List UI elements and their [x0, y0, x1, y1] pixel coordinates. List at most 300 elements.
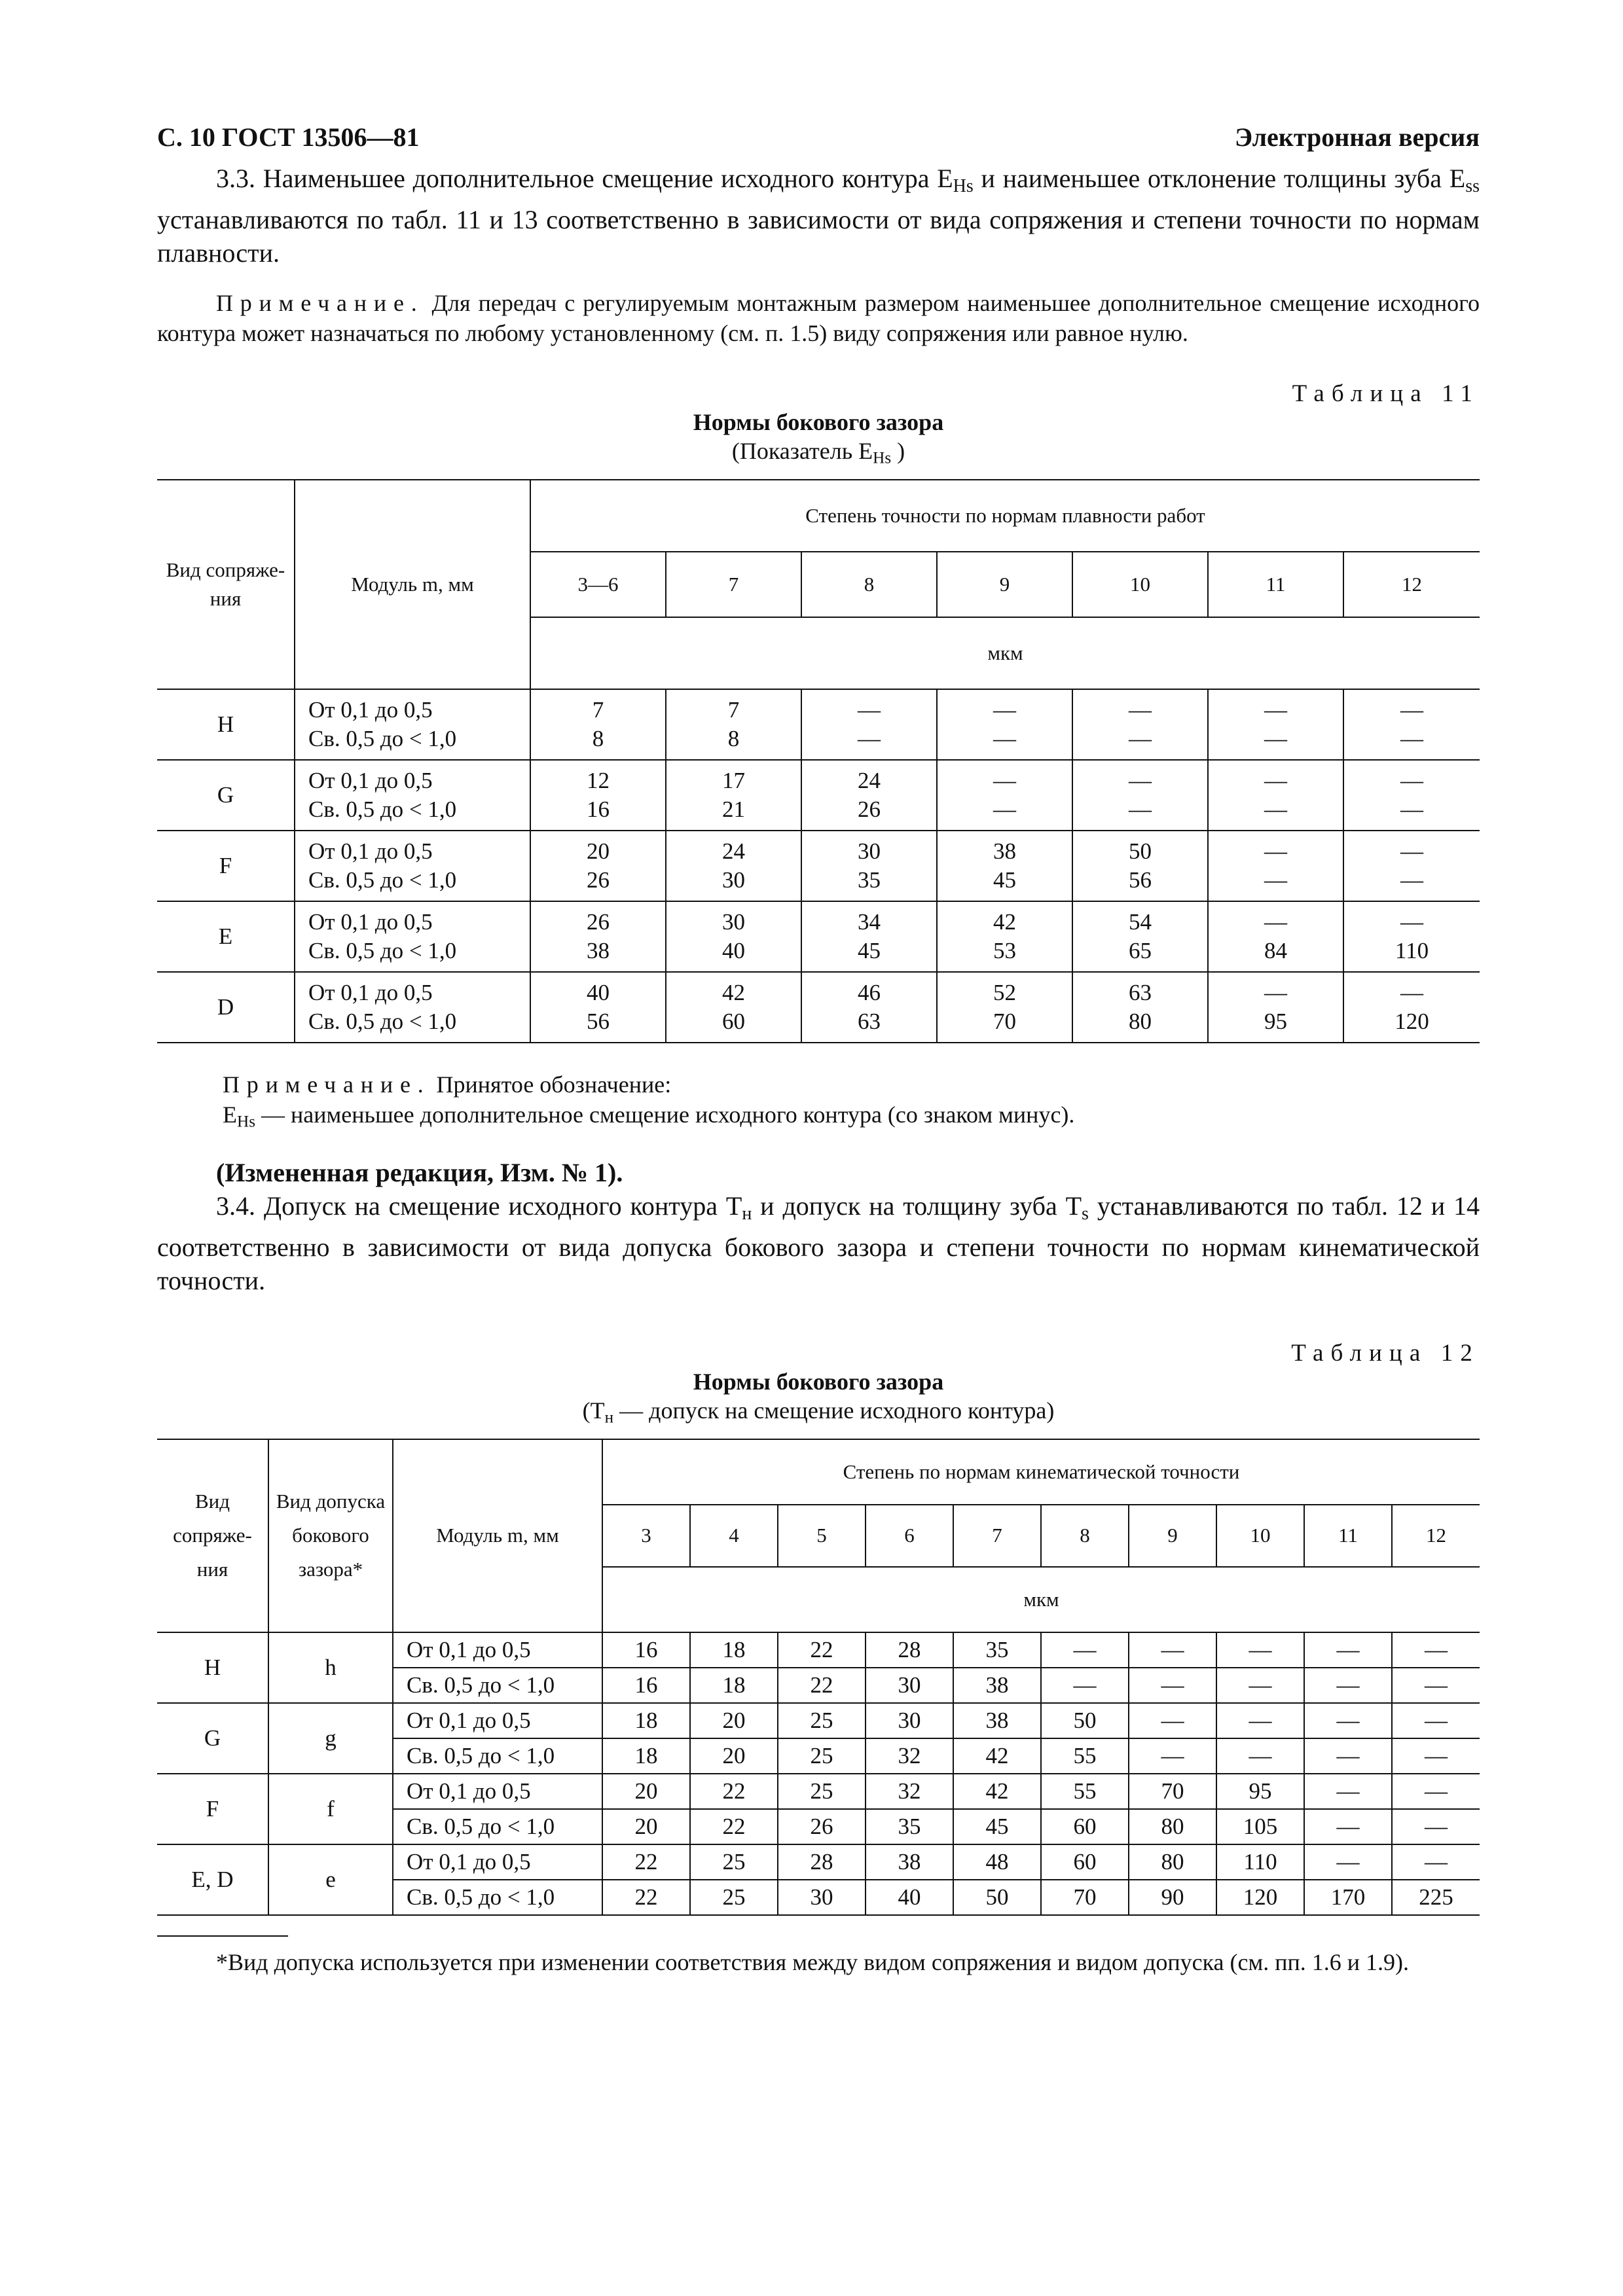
t11-value-cell	[1343, 831, 1480, 901]
t12-value-2: 55	[1041, 1738, 1129, 1774]
note-2-line2	[157, 1100, 1480, 1137]
t11-value-2: —	[1264, 867, 1287, 893]
t12-col-0: 3	[602, 1505, 690, 1567]
t11-row	[157, 901, 1480, 972]
t11-value-cell	[530, 689, 666, 760]
t11-value-cell	[937, 689, 1072, 760]
t12-value-2: 170	[1304, 1880, 1392, 1915]
t11-value-2: 8	[592, 726, 604, 752]
t11-vid-cell: G	[217, 782, 234, 808]
t11-header-modul: Модуль m, мм	[295, 480, 530, 689]
t11-modul-cell	[295, 760, 530, 831]
t12-value-1: 48	[953, 1844, 1041, 1880]
t11-modul-1: От 0,1 до 0,5	[308, 768, 433, 794]
t11-modul-cell	[295, 831, 530, 901]
table-12-subtitle	[157, 1396, 1480, 1432]
t12-value-2: 105	[1216, 1809, 1304, 1844]
t11-value-1: 52	[993, 980, 1016, 1006]
t12-value-2: 30	[866, 1668, 953, 1703]
t11-value-cell	[1208, 901, 1343, 972]
t11-value-cell	[801, 972, 937, 1043]
t11-modul-2: Св. 0,5 до < 1,0	[308, 797, 457, 823]
t11-modul-1: От 0,1 до 0,5	[308, 838, 433, 865]
t11-col-5: 11	[1208, 552, 1343, 617]
t11-header-unit: мкм	[530, 617, 1480, 689]
t11-row	[157, 760, 1480, 831]
t11-value-cell	[937, 972, 1072, 1043]
p34-text-2: и допуск на толщину зуба T	[752, 1191, 1082, 1221]
t11-modul-1: От 0,1 до 0,5	[308, 909, 433, 935]
t11-value-cell	[1072, 901, 1208, 972]
t11-value-2: 120	[1395, 1009, 1429, 1035]
t11-value-2: —	[1400, 867, 1423, 893]
t12-col-6: 9	[1129, 1505, 1216, 1567]
t11-value-1: —	[993, 768, 1016, 794]
t11-value-1: —	[1264, 909, 1287, 935]
t11-modul-cell	[295, 972, 530, 1043]
t11-value-cell	[1072, 972, 1208, 1043]
t12-modul-1: От 0,1 до 0,5	[393, 1703, 602, 1738]
t11-value-cell	[937, 760, 1072, 831]
t11-value-2: 45	[858, 938, 881, 964]
t12-value-1: 20	[602, 1774, 690, 1809]
t11-value-cell	[666, 901, 801, 972]
t11-value-1: 12	[587, 768, 610, 794]
note-2-text: Принятое обозначение:	[430, 1071, 672, 1098]
t12-value-2: 50	[953, 1880, 1041, 1915]
t11-sub-suffix: )	[891, 438, 905, 464]
t12-value-1: —	[1304, 1703, 1392, 1738]
t11-value-1: —	[1129, 768, 1152, 794]
t12-modul-2: Св. 0,5 до < 1,0	[393, 1738, 602, 1774]
t11-row	[157, 689, 1480, 760]
t12-modul-1: От 0,1 до 0,5	[393, 1844, 602, 1880]
t12-dop-cell: e	[268, 1844, 393, 1915]
t12-value-1: —	[1304, 1844, 1392, 1880]
t11-value-1: 46	[858, 980, 881, 1006]
page-header	[157, 121, 1480, 154]
t12-value-1: 80	[1129, 1844, 1216, 1880]
t12-value-1: —	[1392, 1774, 1480, 1809]
t12-value-2: 35	[866, 1809, 953, 1844]
t12-value-1: —	[1392, 1632, 1480, 1668]
t11-value-1: —	[1264, 980, 1287, 1006]
t12-value-1: 35	[953, 1632, 1041, 1668]
t11-value-2: 35	[858, 867, 881, 893]
table-11-subtitle	[157, 437, 1480, 473]
t11-value-2: 63	[858, 1009, 881, 1035]
t11-col-6: 12	[1343, 552, 1480, 617]
t12-value-2: 18	[602, 1738, 690, 1774]
t12-value-2: 25	[690, 1880, 778, 1915]
t12-value-1: 70	[1129, 1774, 1216, 1809]
t12-value-2: 225	[1392, 1880, 1480, 1915]
t12-value-1: 42	[953, 1774, 1041, 1809]
t11-value-2: 65	[1129, 938, 1152, 964]
t12-value-2: 22	[602, 1880, 690, 1915]
t12-value-1: 25	[690, 1844, 778, 1880]
t11-value-2: 70	[993, 1009, 1016, 1035]
t12-value-2: 60	[1041, 1809, 1129, 1844]
t11-value-cell	[1208, 689, 1343, 760]
t11-modul-1: От 0,1 до 0,5	[308, 697, 433, 723]
t12-value-2: 38	[953, 1668, 1041, 1703]
t11-value-2: 45	[993, 867, 1016, 893]
t12-value-1: 25	[778, 1703, 866, 1738]
t11-vid-cell: E	[218, 924, 233, 950]
t12-value-1: —	[1392, 1844, 1480, 1880]
t12-value-2: —	[1392, 1668, 1480, 1703]
t11-value-2: 95	[1264, 1009, 1287, 1035]
t12-modul-1: От 0,1 до 0,5	[393, 1774, 602, 1809]
t11-value-cell	[530, 901, 666, 972]
t12-value-1: —	[1304, 1774, 1392, 1809]
header-right: Электронная версия	[1234, 122, 1480, 152]
t12-value-2: 80	[1129, 1809, 1216, 1844]
t11-value-2: —	[1129, 797, 1152, 823]
t11-value-2: —	[1264, 726, 1287, 752]
t11-value-1: 17	[722, 768, 745, 794]
t11-value-1: 7	[727, 697, 740, 723]
t12-value-1: —	[1216, 1632, 1304, 1668]
t11-modul-2: Св. 0,5 до < 1,0	[308, 867, 457, 893]
t12-value-2: 42	[953, 1738, 1041, 1774]
p34-text-3: устанавливаются по табл. 12 и 14 соответственно в зависимости от вида допуска бокового зазора и степени точности по нормам кинематической точности.	[157, 1191, 1480, 1295]
table-12	[157, 1439, 1480, 1916]
t11-value-1: 20	[587, 838, 610, 865]
t11-vid-cell: F	[219, 853, 232, 879]
t12-value-2: —	[1216, 1738, 1304, 1774]
p33-sub-2: ss	[1465, 176, 1480, 196]
table-11-title: Нормы бокового зазора	[693, 409, 944, 435]
t12-row	[157, 1703, 1480, 1738]
t12-dop-cell: f	[268, 1774, 393, 1844]
t11-value-1: 30	[722, 909, 745, 935]
t11-value-cell	[1343, 760, 1480, 831]
table-12-title: Нормы бокового зазора	[693, 1368, 944, 1395]
t11-value-cell	[666, 972, 801, 1043]
t12-value-1: 18	[690, 1632, 778, 1668]
t11-value-cell	[1343, 901, 1480, 972]
t12-modul-2: Св. 0,5 до < 1,0	[393, 1668, 602, 1703]
t11-value-cell	[801, 689, 937, 760]
t12-value-2: —	[1392, 1738, 1480, 1774]
t11-col-4: 10	[1072, 552, 1208, 617]
t11-value-2: 8	[727, 726, 740, 752]
t12-header-modul: Модуль m, мм	[393, 1439, 602, 1632]
footnote-rule	[157, 1935, 288, 1937]
t12-dop-cell: g	[268, 1703, 393, 1774]
t12-value-2: 22	[690, 1809, 778, 1844]
amendment-note	[157, 1156, 1480, 1189]
t11-value-1: 38	[993, 838, 1016, 865]
p33-text-1: 3.3. Наименьшее дополнительное смещение исходного контура E	[216, 164, 953, 193]
note-2-line2-text: — наименьшее дополнительное смещение исходного контура (со знаком минус).	[255, 1102, 1075, 1128]
t11-value-1: —	[1400, 838, 1423, 865]
t12-value-1: —	[1304, 1632, 1392, 1668]
t11-value-1: —	[993, 697, 1016, 723]
t12-value-1: 22	[690, 1774, 778, 1809]
t11-modul-cell	[295, 689, 530, 760]
t12-value-1: 28	[778, 1844, 866, 1880]
t11-value-cell	[1343, 972, 1480, 1043]
t12-sub-prefix: (T	[582, 1397, 605, 1424]
t12-value-1: —	[1392, 1703, 1480, 1738]
t12-value-1: 110	[1216, 1844, 1304, 1880]
t12-value-2: —	[1304, 1668, 1392, 1703]
t12-value-2: 32	[866, 1738, 953, 1774]
t11-sub-sub: Hs	[873, 449, 892, 467]
t11-value-1: —	[1264, 697, 1287, 723]
t12-vid-cell: G	[157, 1703, 268, 1774]
header-left: С. 10 ГОСТ 13506—81	[157, 122, 420, 152]
t12-header-unit: мкм	[602, 1567, 1480, 1632]
t11-value-2: 60	[722, 1009, 745, 1035]
t11-value-2: 16	[587, 797, 610, 823]
t11-col-1: 7	[666, 552, 801, 617]
t11-value-cell	[801, 901, 937, 972]
t12-modul-1: От 0,1 до 0,5	[393, 1632, 602, 1668]
t12-value-1: 50	[1041, 1703, 1129, 1738]
t11-value-1: 40	[587, 980, 610, 1006]
t12-value-2: 40	[866, 1880, 953, 1915]
t11-value-cell	[1072, 831, 1208, 901]
t11-col-2: 8	[801, 552, 937, 617]
t11-value-2: —	[993, 726, 1016, 752]
t11-row	[157, 972, 1480, 1043]
p34-text-1: 3.4. Допуск на смещение исходного контура T	[216, 1191, 742, 1221]
t11-value-cell	[937, 831, 1072, 901]
t11-value-2: 30	[722, 867, 745, 893]
t12-modul-2: Св. 0,5 до < 1,0	[393, 1880, 602, 1915]
t11-value-1: 24	[722, 838, 745, 865]
t11-value-cell	[1208, 972, 1343, 1043]
t12-value-2: 25	[778, 1738, 866, 1774]
t11-value-1: —	[1129, 697, 1152, 723]
note-1-text: Для передач с регулируемым монтажным размером наименьшее дополнительное смещение исходного контура может назначаться по любому установленному (см. п. 1.5) виду сопряжения или равное нулю.	[157, 290, 1480, 346]
t11-value-1: 42	[993, 909, 1016, 935]
t11-value-2: 80	[1129, 1009, 1152, 1035]
t12-value-1: 38	[866, 1844, 953, 1880]
t12-col-9: 12	[1392, 1505, 1480, 1567]
t11-value-1: —	[1264, 768, 1287, 794]
t11-value-1: —	[858, 697, 881, 723]
t12-value-1: 60	[1041, 1844, 1129, 1880]
t12-row	[157, 1774, 1480, 1809]
t12-value-1: 28	[866, 1632, 953, 1668]
note-2	[157, 1069, 1480, 1100]
t11-value-2: —	[1129, 726, 1152, 752]
t11-value-cell	[666, 689, 801, 760]
t12-value-1: 25	[778, 1774, 866, 1809]
note-1-label: Примечание.	[216, 290, 424, 316]
t12-value-1: 20	[690, 1703, 778, 1738]
t12-value-2: 90	[1129, 1880, 1216, 1915]
t11-vid-cell: H	[217, 711, 234, 738]
t12-value-2: 18	[690, 1668, 778, 1703]
t12-value-1: —	[1216, 1703, 1304, 1738]
p34-sub-1: н	[742, 1203, 752, 1224]
t12-value-2: 120	[1216, 1880, 1304, 1915]
t12-value-1: —	[1041, 1632, 1129, 1668]
t12-vid-cell: H	[157, 1632, 268, 1703]
amendment-text: (Измененная редакция, Изм. № 1).	[216, 1157, 623, 1187]
t12-value-2: 45	[953, 1809, 1041, 1844]
t11-value-cell	[530, 831, 666, 901]
t12-header-vid: Вид сопряже- ния	[157, 1439, 268, 1632]
t11-value-cell	[530, 972, 666, 1043]
t11-value-cell	[1072, 689, 1208, 760]
t11-sub-prefix: (Показатель E	[731, 438, 873, 464]
note-1	[157, 288, 1480, 348]
t12-value-2: 22	[778, 1668, 866, 1703]
t12-value-2: —	[1392, 1809, 1480, 1844]
t12-col-4: 7	[953, 1505, 1041, 1567]
t12-value-1: 55	[1041, 1774, 1129, 1809]
t12-value-1: 22	[602, 1844, 690, 1880]
t11-value-2: 56	[1129, 867, 1152, 893]
t11-value-2: —	[1264, 797, 1287, 823]
t11-value-cell	[1208, 760, 1343, 831]
p33-sub-1: Hs	[953, 176, 974, 196]
t12-value-1: 95	[1216, 1774, 1304, 1809]
t11-value-1: —	[1400, 768, 1423, 794]
t12-row	[157, 1844, 1480, 1880]
t11-value-cell	[801, 760, 937, 831]
t12-value-2: —	[1216, 1668, 1304, 1703]
t11-value-cell	[666, 760, 801, 831]
t11-vid-cell: D	[217, 994, 234, 1020]
t11-value-2: 56	[587, 1009, 610, 1035]
table-11-label: Таблица 11	[1292, 380, 1480, 407]
t12-value-2: 16	[602, 1668, 690, 1703]
t11-value-cell	[1208, 831, 1343, 901]
t11-col-3: 9	[937, 552, 1072, 617]
t12-value-1: 30	[866, 1703, 953, 1738]
t11-value-cell	[530, 760, 666, 831]
t11-modul-1: От 0,1 до 0,5	[308, 980, 433, 1006]
t12-value-2: 30	[778, 1880, 866, 1915]
t11-value-cell	[801, 831, 937, 901]
t11-value-1: 63	[1129, 980, 1152, 1006]
note-2-prefix: E	[223, 1102, 237, 1128]
page	[157, 121, 1480, 1977]
t11-value-1: —	[1400, 697, 1423, 723]
table-12-label: Таблица 12	[1291, 1339, 1480, 1367]
t12-value-2: —	[1304, 1809, 1392, 1844]
t11-value-2: 26	[858, 797, 881, 823]
t11-value-2: —	[1400, 797, 1423, 823]
t12-sub-sub: н	[604, 1408, 614, 1426]
t11-row	[157, 831, 1480, 901]
table-11	[157, 479, 1480, 1043]
t11-col-0: 3—6	[530, 552, 666, 617]
t11-value-1: 50	[1129, 838, 1152, 865]
t12-sub-suffix: — допуск на смещение исходного контура)	[613, 1397, 1055, 1424]
t11-value-1: —	[1264, 838, 1287, 865]
t12-col-2: 5	[778, 1505, 866, 1567]
t11-value-2: 21	[722, 797, 745, 823]
paragraph-3-3	[157, 162, 1480, 270]
t11-value-1: 42	[722, 980, 745, 1006]
note-2-sub: Hs	[237, 1113, 255, 1131]
t12-value-2: 70	[1041, 1880, 1129, 1915]
t12-value-1: —	[1129, 1632, 1216, 1668]
t12-value-2: —	[1129, 1738, 1216, 1774]
t12-value-2: —	[1304, 1738, 1392, 1774]
t12-row	[157, 1632, 1480, 1668]
t11-modul-2: Св. 0,5 до < 1,0	[308, 938, 457, 964]
t11-value-2: 40	[722, 938, 745, 964]
t12-header-stepen: Степень по нормам кинематической точности	[602, 1439, 1480, 1505]
p34-sub-2: s	[1082, 1203, 1089, 1224]
t11-value-2: 38	[587, 938, 610, 964]
t11-value-2: 53	[993, 938, 1016, 964]
t11-value-cell	[1072, 760, 1208, 831]
t11-value-2: —	[1400, 726, 1423, 752]
footnote: *Вид допуска используется при изменении соответствия между видом сопряжения и видом допуска (см. пп. 1.6 и 1.9).	[216, 1948, 1410, 1975]
t11-value-cell	[937, 901, 1072, 972]
t11-modul-2: Св. 0,5 до < 1,0	[308, 1009, 457, 1035]
t12-header-dop: Вид допуска бокового зазора*	[268, 1439, 393, 1632]
t11-value-1: 54	[1129, 909, 1152, 935]
t12-vid-cell: E, D	[157, 1844, 268, 1915]
t11-value-2: —	[993, 797, 1016, 823]
t12-value-1: 38	[953, 1703, 1041, 1738]
t11-value-cell	[666, 831, 801, 901]
t12-value-1: —	[1129, 1703, 1216, 1738]
t12-col-1: 4	[690, 1505, 778, 1567]
t12-value-1: 18	[602, 1703, 690, 1738]
t11-value-1: 30	[858, 838, 881, 865]
t12-vid-cell: F	[157, 1774, 268, 1844]
t11-value-2: 84	[1264, 938, 1287, 964]
t11-value-cell	[1343, 689, 1480, 760]
t12-value-2: —	[1041, 1668, 1129, 1703]
t12-value-1: 32	[866, 1774, 953, 1809]
note-2-label: Примечание.	[223, 1071, 431, 1098]
t11-value-1: 24	[858, 768, 881, 794]
paragraph-3-4	[157, 1189, 1480, 1297]
t11-value-2: —	[858, 726, 881, 752]
t11-value-1: —	[1400, 980, 1423, 1006]
t12-value-2: 26	[778, 1809, 866, 1844]
t11-header-vid: Вид сопряже- ния	[157, 480, 295, 689]
p33-text-3: устанавливаются по табл. 11 и 13 соответственно в зависимости от вида сопряжения и степени точности по нормам плавности.	[157, 205, 1480, 268]
t12-col-7: 10	[1216, 1505, 1304, 1567]
t12-value-2: 20	[690, 1738, 778, 1774]
t12-col-8: 11	[1304, 1505, 1392, 1567]
t12-value-1: 22	[778, 1632, 866, 1668]
t11-value-1: 26	[587, 909, 610, 935]
t11-value-1: 7	[592, 697, 604, 723]
t11-value-2: 110	[1395, 938, 1429, 964]
t12-value-2: —	[1129, 1668, 1216, 1703]
p33-text-2: и наименьшее отклонение толщины зуба E	[973, 164, 1466, 193]
t11-value-1: 34	[858, 909, 881, 935]
t11-modul-cell	[295, 901, 530, 972]
t11-value-1: —	[1400, 909, 1423, 935]
t12-value-1: 16	[602, 1632, 690, 1668]
t12-col-3: 6	[866, 1505, 953, 1567]
t11-header-stepen: Степень точности по нормам плавности работ	[530, 480, 1480, 552]
t12-col-5: 8	[1041, 1505, 1129, 1567]
t12-value-2: 20	[602, 1809, 690, 1844]
t12-dop-cell: h	[268, 1632, 393, 1703]
t12-modul-2: Св. 0,5 до < 1,0	[393, 1809, 602, 1844]
t11-modul-2: Св. 0,5 до < 1,0	[308, 726, 457, 752]
t11-value-2: 26	[587, 867, 610, 893]
